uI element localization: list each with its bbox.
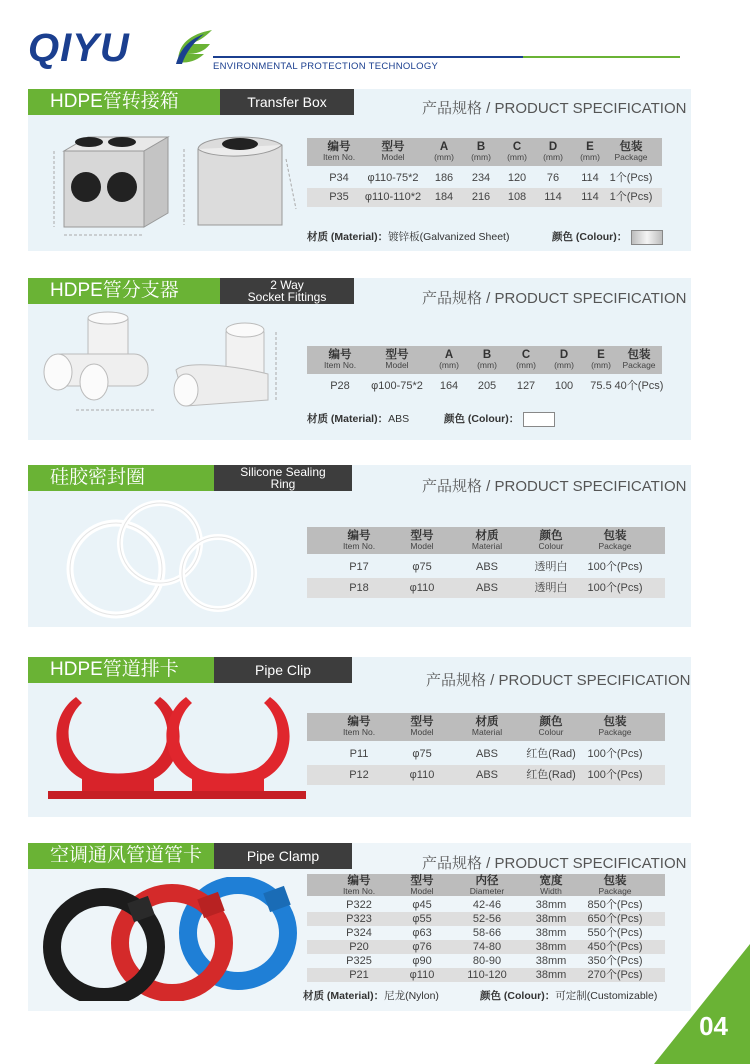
header-a: A (mm) (439, 349, 459, 370)
cell-diameter: 52-56 (472, 913, 502, 925)
cell-a: 186 (434, 172, 454, 184)
header-colour: 颜色 Colour (538, 716, 564, 737)
cell-d: 114 (544, 191, 562, 203)
cell-width: 38mm (535, 927, 567, 939)
section-pipe-clamp (28, 843, 691, 1011)
cell-diameter: 110-120 (467, 969, 507, 981)
table-row (307, 898, 665, 912)
spec-label: 产品规格 / PRODUCT SPECIFICATION (422, 855, 687, 872)
cell-c: 127 (516, 380, 536, 392)
title-en-line-2: Ring (270, 477, 296, 491)
cell-package: 100个(Pcs) (587, 748, 643, 760)
section-socket-fittings (28, 278, 691, 440)
header-item-no: 编号 Item No. (322, 141, 356, 162)
cell-d: 100 (554, 380, 574, 392)
header-c: C (mm) (507, 141, 527, 162)
cell-package: 450个(Pcs) (587, 941, 643, 953)
cell-package: 850个(Pcs) (587, 899, 643, 911)
header-b: B (mm) (477, 349, 497, 370)
cell-package: 40个(Pcs) (614, 380, 664, 392)
pipe-clip-image (42, 691, 312, 807)
section-title-en (214, 465, 352, 491)
cell-package: 100个(Pcs) (587, 769, 643, 781)
header-item-no: 编号 Item No. (342, 875, 376, 896)
cell-model: φ110 (409, 582, 435, 594)
colour-swatch-white (523, 412, 555, 427)
colour-line: 颜色 (Colour)：可定制(Customizable) (480, 990, 658, 1002)
cell-item-no: P12 (349, 769, 369, 781)
cell-package: 100个(Pcs) (587, 561, 643, 573)
header-e: E (mm) (591, 349, 611, 370)
title-en-line-2: Socket Fittings (247, 290, 327, 304)
header-diameter: 内径 Diameter (469, 875, 505, 896)
title-en-line-1: 2 Way (270, 278, 304, 292)
cell-material: ABS (475, 748, 499, 760)
table-header-row (307, 527, 665, 554)
cell-item-no: P325 (346, 955, 372, 967)
section-title-en: Transfer Box (220, 89, 354, 115)
cell-item-no: P323 (346, 913, 372, 925)
table-row (307, 954, 665, 968)
cell-b: 205 (477, 380, 497, 392)
logo-leaf-icon (174, 28, 214, 66)
cell-item-no: P18 (349, 582, 369, 594)
header-item-no: 编号 Item No. (342, 716, 376, 737)
header-rule-green (523, 56, 680, 58)
header-model: 型号 Model (381, 141, 405, 162)
header-model: 型号 Model (410, 530, 434, 551)
table-header-row (307, 874, 665, 896)
spec-table (307, 874, 665, 984)
header-model: 型号 Model (410, 875, 434, 896)
table-row (307, 169, 662, 187)
cell-material: ABS (475, 582, 499, 594)
cell-colour: 红色(Rad) (526, 748, 576, 760)
header-package: 包装 Package (598, 716, 632, 737)
cell-width: 38mm (535, 899, 567, 911)
socket-fitting-image (36, 310, 298, 420)
cell-model: φ55 (412, 913, 432, 925)
cell-colour: 透明白 (534, 561, 568, 573)
cell-e: 114 (581, 191, 599, 203)
header-material: 材质 Material (471, 530, 503, 551)
colour-swatch-galvanized (631, 230, 663, 245)
cell-item-no: P324 (346, 927, 372, 939)
header-rule-blue (213, 56, 523, 58)
cell-model: φ100-75*2 (371, 380, 423, 392)
header-colour: 颜色 Colour (538, 530, 564, 551)
section-title-en (220, 278, 354, 304)
header-package: 包装 Package (622, 349, 656, 370)
cell-package: 550个(Pcs) (587, 927, 643, 939)
material-line: 材质 (Material)：ABS (307, 413, 410, 425)
cell-package: 270个(Pcs) (587, 969, 643, 981)
cell-package: 650个(Pcs) (587, 913, 643, 925)
material-line: 材质 (Material)：镀锌板(Galvanized Sheet) (307, 231, 510, 243)
cell-width: 38mm (535, 913, 567, 925)
cell-b: 216 (471, 191, 491, 203)
header-model: 型号 Model (385, 349, 409, 370)
cell-item-no: P322 (346, 899, 372, 911)
table-row (307, 188, 662, 207)
cell-width: 38mm (535, 969, 567, 981)
cell-model: φ63 (412, 927, 432, 939)
section-title-en: Pipe Clamp (214, 843, 352, 869)
cell-model: φ110-75*2 (367, 172, 419, 184)
cell-model: φ75 (412, 748, 432, 760)
header-b: B (mm) (471, 141, 491, 162)
table-row (307, 968, 665, 982)
header-d: D (mm) (543, 141, 563, 162)
header-package: 包装 Package (598, 875, 632, 896)
cell-item-no: P21 (349, 969, 369, 981)
spec-label: 产品规格 / PRODUCT SPECIFICATION (426, 672, 691, 689)
spec-table (307, 138, 662, 210)
table-row (307, 926, 665, 940)
cell-model: φ75 (412, 561, 432, 573)
cell-model: φ90 (412, 955, 432, 967)
header-item-no: 编号 Item No. (323, 349, 357, 370)
section-title-cn: 硅胶密封圈 (28, 465, 214, 491)
cell-colour: 透明白 (534, 582, 568, 594)
cell-package: 1个(Pcs) (609, 172, 653, 184)
spec-label: 产品规格 / PRODUCT SPECIFICATION (422, 478, 687, 495)
header-model: 型号 Model (410, 716, 434, 737)
header-d: D (mm) (554, 349, 574, 370)
cell-c: 120 (507, 172, 527, 184)
cell-a: 164 (439, 380, 459, 392)
section-sealing-ring (28, 465, 691, 627)
cell-item-no: P35 (329, 191, 349, 203)
cell-c: 108 (507, 191, 527, 203)
sealing-ring-image (58, 499, 258, 623)
header-e: E (mm) (580, 141, 600, 162)
cell-item-no: P20 (349, 941, 369, 953)
header-package: 包装 Package (598, 530, 632, 551)
table-row (307, 377, 662, 395)
section-title-cn: 空调通风管道管卡 (28, 843, 214, 869)
section-title-cn: HDPE管转接箱 (28, 89, 220, 115)
table-row (307, 912, 665, 926)
brand-tagline: ENVIRONMENTAL PROTECTION TECHNOLOGY (213, 61, 439, 72)
brand-logo (28, 24, 208, 72)
colour-line: 颜色 (Colour)： (552, 229, 663, 245)
table-header-row (307, 713, 665, 741)
header-width: 宽度 Width (539, 875, 563, 896)
cell-width: 38mm (535, 955, 567, 967)
transfer-box-image (34, 129, 306, 241)
cell-diameter: 58-66 (472, 927, 502, 939)
cell-e: 114 (581, 172, 599, 184)
cell-colour: 红色(Rad) (526, 769, 576, 781)
spec-table (307, 527, 665, 599)
cell-item-no: P17 (349, 561, 369, 573)
cell-d: 76 (546, 172, 560, 184)
cell-a: 184 (434, 191, 454, 203)
cell-diameter: 42-46 (472, 899, 502, 911)
cell-model: φ110-110*2 (364, 191, 422, 203)
cell-model: φ76 (412, 941, 432, 953)
table-row (307, 765, 665, 785)
section-title-cn: HDPE管道排卡 (28, 657, 214, 683)
page-number: 04 (699, 1011, 728, 1041)
cell-b: 234 (471, 172, 491, 184)
header-item-no: 编号 Item No. (342, 530, 376, 551)
cell-model: φ45 (412, 899, 432, 911)
title-en-line-1: Silicone Sealing (240, 465, 326, 479)
header-c: C (mm) (516, 349, 536, 370)
cell-package: 1个(Pcs) (609, 191, 653, 203)
spec-table (307, 346, 662, 398)
cell-model: φ110 (409, 969, 435, 981)
header-material: 材质 Material (471, 716, 503, 737)
page-corner-decoration (654, 944, 750, 1064)
colour-line: 颜色 (Colour)： (444, 411, 555, 427)
cell-width: 38mm (535, 941, 567, 953)
cell-diameter: 74-80 (472, 941, 502, 953)
spec-table (307, 713, 665, 785)
section-title-en: Pipe Clip (214, 657, 352, 683)
cell-package: 350个(Pcs) (587, 955, 643, 967)
spec-label: 产品规格 / PRODUCT SPECIFICATION (422, 290, 687, 307)
cell-model: φ110 (409, 769, 435, 781)
cell-diameter: 80-90 (472, 955, 502, 967)
logo-text: QIYU (28, 26, 130, 70)
cell-material: ABS (475, 561, 499, 573)
table-row (307, 557, 665, 577)
cell-material: ABS (475, 769, 499, 781)
material-line: 材质 (Material)：尼龙(Nylon) (303, 990, 439, 1002)
table-row (307, 940, 665, 954)
header-package: 包装 Package (614, 141, 648, 162)
spec-label: 产品规格 / PRODUCT SPECIFICATION (422, 100, 687, 117)
table-row (307, 744, 665, 764)
table-header-row (307, 138, 662, 166)
section-transfer-box (28, 89, 691, 251)
cell-item-no: P34 (329, 172, 349, 184)
section-pipe-clip (28, 657, 691, 817)
cell-package: 100个(Pcs) (587, 582, 643, 594)
table-row (307, 578, 665, 598)
section-title-cn: HDPE管分支器 (28, 278, 220, 304)
pipe-clamp-image (42, 877, 302, 1001)
table-header-row (307, 346, 662, 374)
header-a: A (mm) (434, 141, 454, 162)
cell-item-no: P28 (330, 380, 350, 392)
cell-item-no: P11 (349, 748, 369, 760)
cell-e: 75.5 (590, 380, 612, 392)
